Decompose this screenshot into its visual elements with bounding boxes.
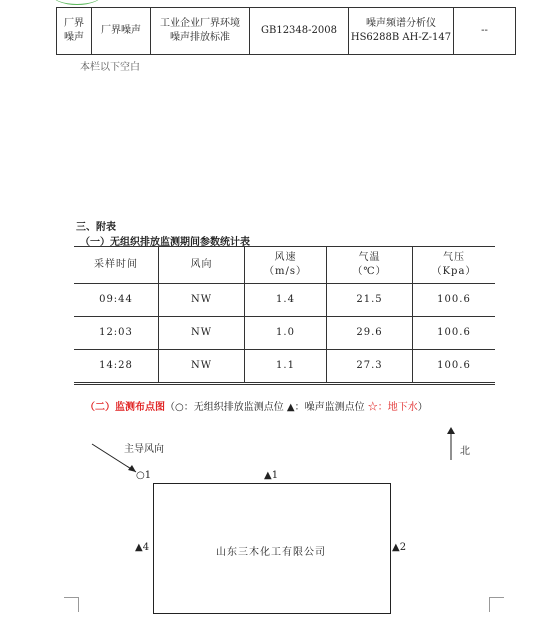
north-label: 北 — [460, 446, 470, 457]
section-title: 三、附表 — [76, 222, 116, 233]
header-cell: 风向 — [159, 247, 245, 284]
header-cell: 气温 （℃） — [327, 247, 413, 284]
map-title: （二）监测布点图 — [85, 402, 165, 413]
table-cell: 09:44 — [74, 284, 159, 317]
table-cell: 100.6 — [413, 284, 496, 317]
table-cell: 噪声频谱分析仪 HS6288B AH-Z-147 — [349, 8, 454, 55]
table-cell: 1.0 — [245, 317, 327, 350]
noise-standard-table — [56, 7, 516, 55]
table-cell: 100.6 — [413, 350, 496, 383]
table-cell: NW — [159, 317, 245, 350]
noise-point-4: ▲4 — [135, 542, 150, 553]
air-monitoring-point: ○1 — [136, 470, 152, 481]
parameter-table — [74, 246, 495, 383]
table-cell: 1.1 — [245, 350, 327, 383]
table-row — [57, 8, 516, 55]
blank-note: 本栏以下空白 — [80, 62, 140, 73]
table-cell: NW — [159, 284, 245, 317]
table-bottom-rule — [74, 384, 495, 385]
noise-point-1: ▲1 — [264, 470, 279, 481]
wind-direction-label: 主导风向 — [124, 444, 164, 455]
table-cell: 12:03 — [74, 317, 159, 350]
table-cell: NW — [159, 350, 245, 383]
header-cell: 气压 （Kpa） — [413, 247, 496, 284]
header-cell: 风速 （m/s） — [245, 247, 327, 284]
table-cell: 厂界 噪声 — [57, 8, 92, 55]
table-cell: 21.5 — [327, 284, 413, 317]
noise-point-2: ▲2 — [392, 542, 407, 553]
table-row — [74, 350, 495, 383]
north-arrow-icon — [444, 426, 458, 462]
decorative-arc — [52, 0, 102, 5]
legend-text: （○：无组织排放监测点位 ▲：噪声监测点位 — [165, 402, 368, 413]
table-row — [74, 284, 495, 317]
table-cell: GB12348-2008 — [250, 8, 349, 55]
table-cell: 29.6 — [327, 317, 413, 350]
table-subtitle: （一）无组织排放监测期间参数统计表 — [80, 237, 250, 248]
table-cell: 100.6 — [413, 317, 496, 350]
table-header-row — [74, 247, 495, 284]
table-cell: 工业企业厂界环境 噪声排放标准 — [151, 8, 250, 55]
header-cell: 采样时间 — [74, 247, 159, 284]
map-legend — [85, 398, 428, 413]
table-cell: 14:28 — [74, 350, 159, 383]
table-row — [74, 317, 495, 350]
factory-name: 山东三木化工有限公司 — [216, 547, 326, 558]
page-corner-mark — [489, 597, 504, 612]
page-corner-mark — [64, 597, 79, 612]
table-cell: 27.3 — [327, 350, 413, 383]
groundwater-legend: ☆：地下水 — [367, 402, 418, 413]
table-cell: -- — [454, 8, 516, 55]
legend-close: ） — [417, 402, 428, 413]
table-cell: 厂界噪声 — [92, 8, 151, 55]
table-cell: 1.4 — [245, 284, 327, 317]
